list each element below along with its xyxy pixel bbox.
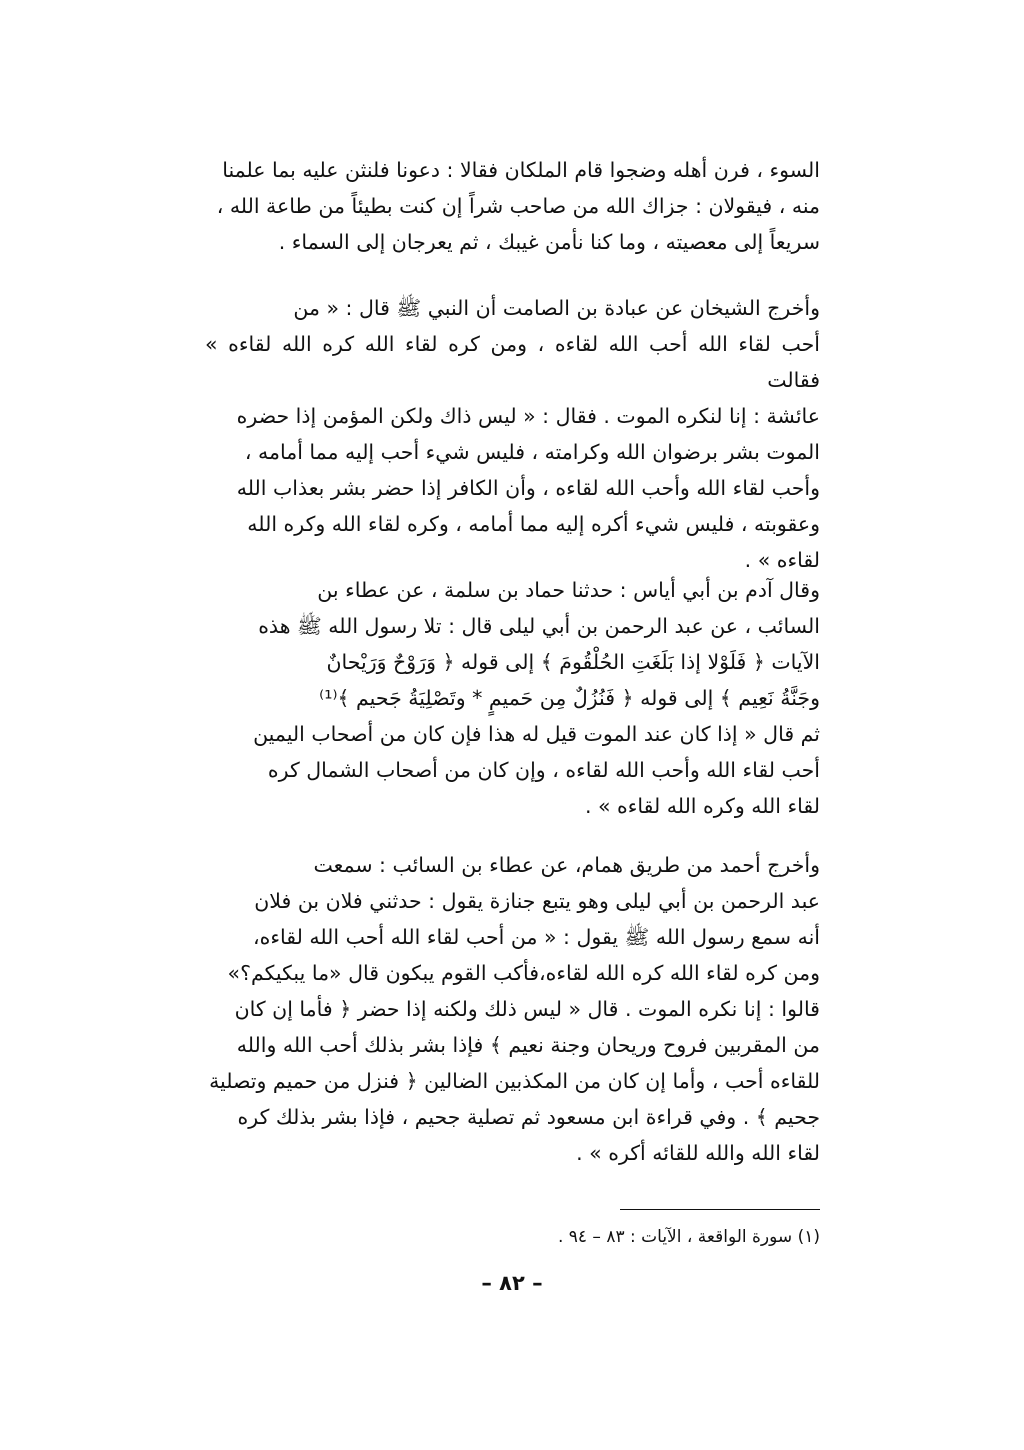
paragraph-text: وأخرج الشيخان عن عبادة بن الصامت أن النبي ﷺ قال : « من أحب لقاء الله أحب الله لقاءه ، ومن كره لقاء الله كره الله لقاءه » فقالت عائشة : إنا لنكره الموت . فقال : « ليس ذاك ولكن المؤمن إذا حضره الموت بشر برضوان الله وكرامته ، فليس شيء أحب إليه مما أمامه ، وأحب لقاء الله وأحب الله لقاءه ، وأن الكافر إذا حضر بشر بعذاب الله وعقوبته ، فليس شيء أكره إليه مما أمامه ، وكره لقاء الله وكره الله لقاءه » . — [205, 296, 820, 572]
paragraph-2 — [205, 290, 820, 578]
paragraph-text: وأخرج أحمد من طريق همام، عن عطاء بن السائب : سمعت عبد الرحمن بن أبي ليلى وهو يتبع جنازة يقول : حدثني فلان بن فلان أنه سمع رسول الله ﷺ يقول : « من أحب لقاء الله أحب الله لقاءه، ومن كره لقاء الله كره الله لقاءه،فأكب القوم يبكون قال «ما يبكيكم؟» قالوا : إنا نكره الموت . قال « ليس ذلك ولكنه إذا حضر ﴿ فأما إن كان من المقربين فروح وريحان وجنة نعيم ﴾ فإذا بشر بذلك أحب الله والله للقاءه أحب ، وأما إن كان من المكذبين الضالين ﴿ فنزل من حميم وتصلية جحيم ﴾ . وفي قراءة ابن مسعود ثم تصلية جحيم ، فإذا بشر بذلك كره لقاء الله والله للقائه أكره » . — [209, 853, 820, 1165]
paragraph-text: وقال آدم بن أبي أياس : حدثنا حماد بن سلمة ، عن عطاء بن السائب ، عن عبد الرحمن بن أبي ليلى قال : تلا رسول الله ﷺ هذه الآيات ﴿ فَلَوْلا إذا بَلَغَتِ الحُلْقُومَ ﴾ إلى قوله ﴿ وَرَوْحٌ وَرَيْحانٌ وجَنَّةُ نَعِيم ﴾ إلى قوله ﴿ فَنُزُلٌ مِن حَميمٍ * وتَصْلِيَةُ جَحيم ﴾⁽¹⁾ ثم قال « إذا كان عند الموت قيل له هذا فإن كان من أصحاب اليمين أحب لقاء الله وأحب الله لقاءه ، وإن كان من أصحاب الشمال كره لقاء الله وكره الله لقاءه » . — [253, 578, 820, 818]
paragraph-4 — [205, 847, 820, 1171]
footnote-divider — [620, 1209, 820, 1210]
paragraph-3 — [205, 572, 820, 824]
paragraph-text: السوء ، فرن أهله وضجوا قام الملكان فقالا : دعونا فلنثن عليه بما علمنا منه ، فيقولان : جزاك الله من صاحب شراً إن كنت بطيئاً من طاعة الله ، سريعاً إلى معصيته ، وما كنا نأمن غيبك ، ثم يعرجان إلى السماء . — [216, 158, 820, 254]
paragraph-1 — [205, 152, 820, 260]
page-number: – ٨٢ – — [481, 1271, 543, 1295]
footnote: (١) سورة الواقعة ، الآيات : ٨٣ – ٩٤ . — [557, 1227, 820, 1247]
